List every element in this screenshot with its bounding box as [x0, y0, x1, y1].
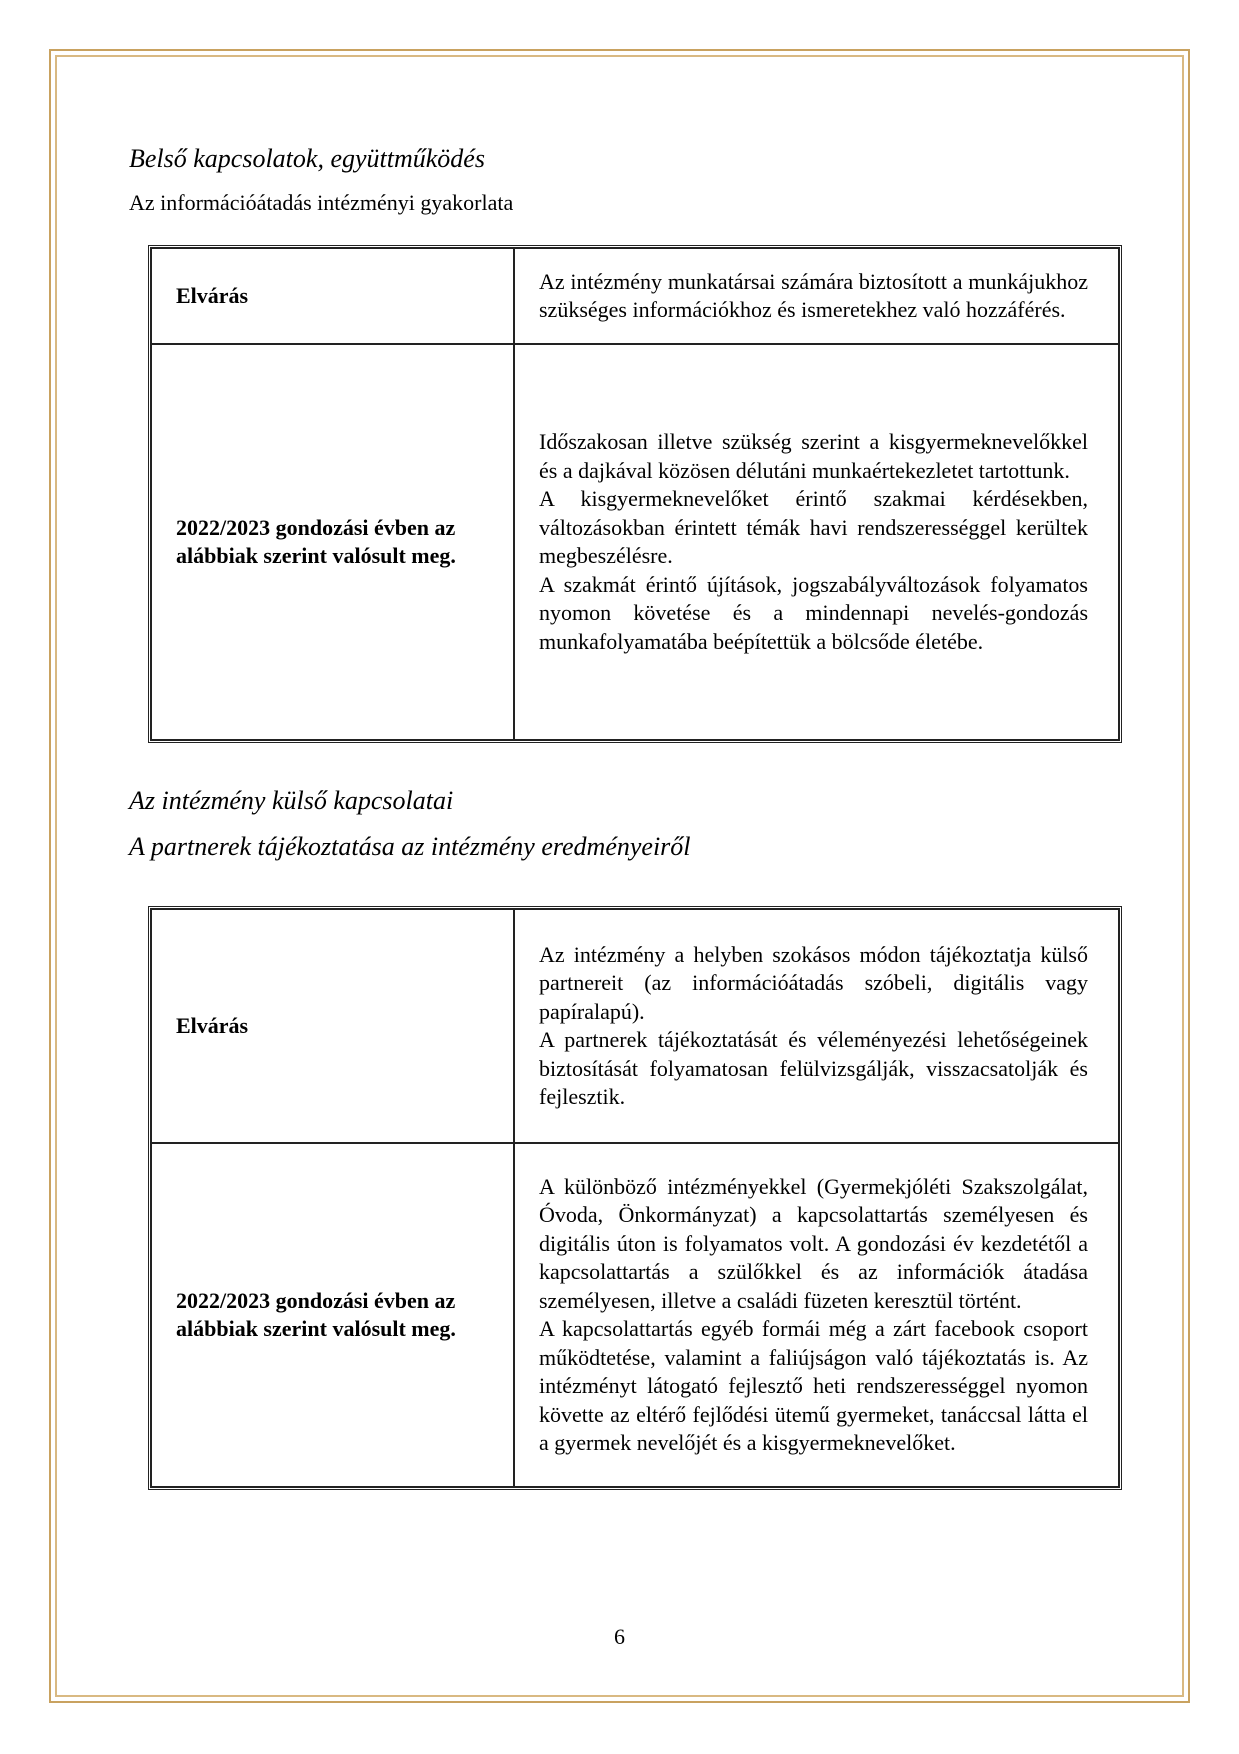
paragraph: Időszakosan illetve szükség szerint a kisgyermeknevelőkkel és a dajkával közösen délutáni munkaértekezletet tartottunk. — [539, 429, 1088, 483]
realization-label: 2022/2023 gondozási évben az alábbiak szerint valósult meg. — [151, 1143, 514, 1487]
table-row — [151, 344, 1119, 740]
paragraph: A kisgyermeknevelőket érintő szakmai kérdésekben, változásokban érintett témák havi rendszerességgel kerültek megbeszélésre. — [539, 486, 1088, 568]
expectation-label: Elvárás — [151, 909, 514, 1143]
section1-heading: Belső kapcsolatok, együttműködés — [129, 144, 485, 173]
page-number: 6 — [614, 1624, 625, 1649]
expectation-text — [514, 248, 1119, 344]
paragraph: A partnerek tájékoztatását és véleményezési lehetőségeinek biztosítását folyamatosan felülvizsgálják, visszacsatolják és fejlesztik. — [539, 1027, 1088, 1109]
paragraph: Az intézmény munkatársai számára biztosított a munkájukhoz szükséges információkhoz és ismeretekhez való hozzáférés. — [539, 268, 1088, 322]
section2-subheading: A partnerek tájékoztatása az intézmény eredményeiről — [129, 832, 691, 861]
realization-text — [514, 344, 1119, 740]
expectation-text — [514, 909, 1119, 1143]
table-row — [151, 909, 1119, 1143]
realization-label: 2022/2023 gondozási évben az alábbiak szerint valósult meg. — [151, 344, 514, 740]
paragraph: Az intézmény a helyben szokásos módon tájékoztatja külső partnereit (az információátadás szóbeli, digitális vagy papíralapú). — [539, 941, 1088, 1024]
paragraph: A különböző intézményekkel (Gyermekjóléti Szakszolgálat, Óvoda, Önkormányzat) a kapcsolattartás személyesen és digitális úton is folyamatos volt. A gondozási év kezdetétől a kapcsolattartás a szülőkkel és az információk átadása személyesen, illetve a családi füzeten keresztül történt. — [539, 1173, 1088, 1313]
paragraph: A szakmát érintő újítások, jogszabályváltozások folyamatos nyomon követése és a mindennapi nevelés-gondozás munkafolyamatába beépítettük a bölcsőde életébe. — [539, 571, 1088, 654]
section2-heading: Az intézmény külső kapcsolatai — [129, 786, 454, 815]
realization-text — [514, 1143, 1119, 1487]
section1-subtitle: Az információátadás intézményi gyakorlata — [129, 190, 514, 215]
table-row — [151, 248, 1119, 344]
section2-table — [148, 906, 1122, 1490]
table-row — [151, 1143, 1119, 1487]
expectation-label: Elvárás — [151, 248, 514, 344]
paragraph: A kapcsolattartás egyéb formái még a zárt facebook csoport működtetése, valamint a faliújságon való tájékoztatás is. Az intézményt látogató fejlesztő heti rendszerességgel nyomon követte az eltérő fejlődési ütemű gyermeket, tanáccsal látta el a gyermek nevelőjét és a kisgyermeknevelőket. — [539, 1316, 1088, 1455]
section1-table — [148, 245, 1122, 743]
